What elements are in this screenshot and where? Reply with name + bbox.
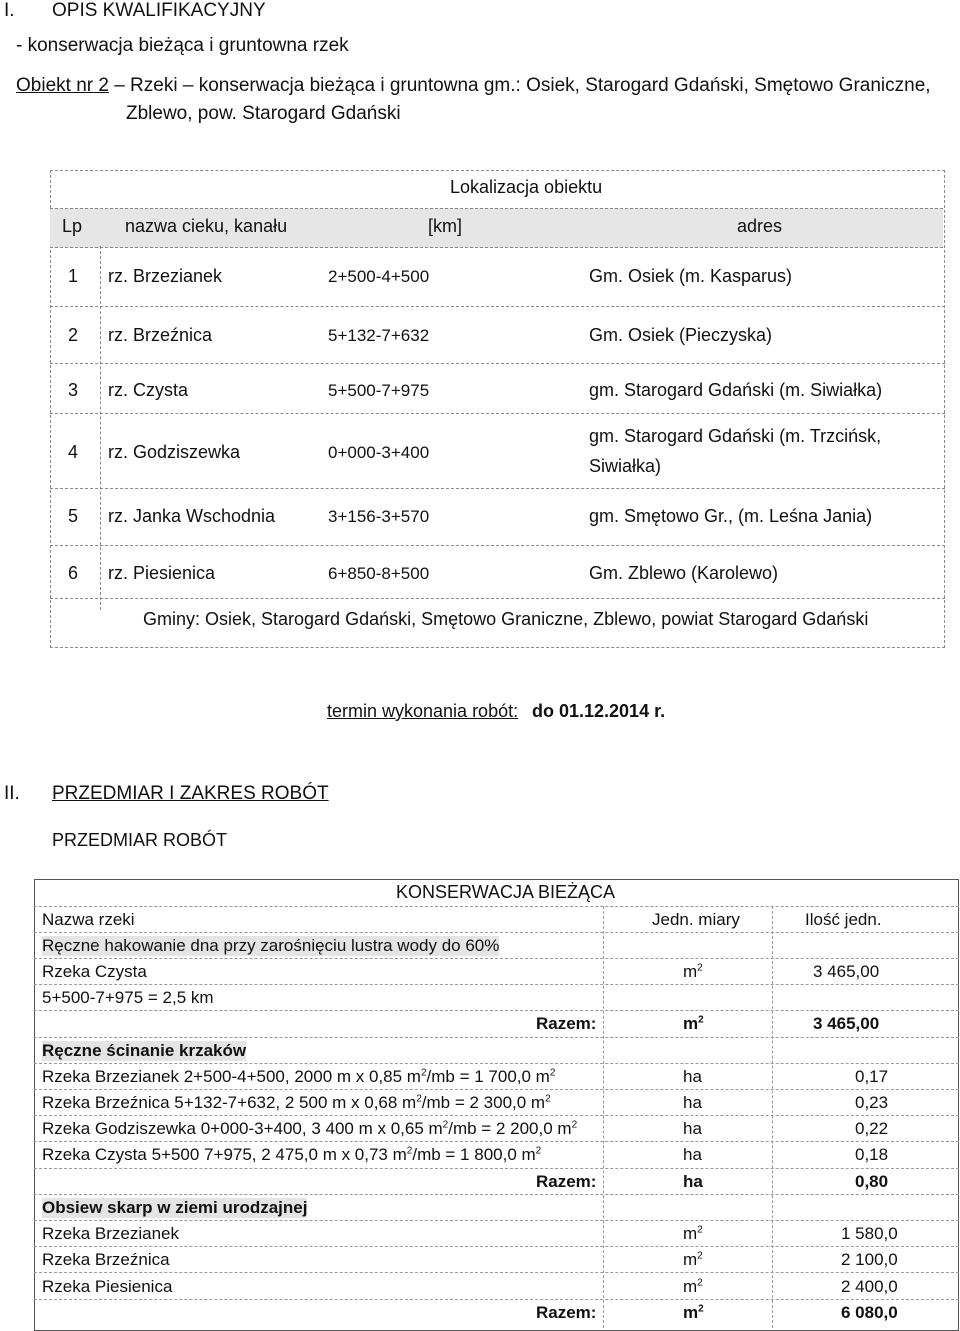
deadline-value: do 01.12.2014 r.	[532, 701, 666, 721]
razem-unit: ha	[683, 1172, 703, 1191]
item-unit: $m^2$	[683, 1224, 703, 1243]
header-km: [km]	[428, 216, 462, 236]
item-unit: $m^2$	[683, 1277, 703, 1296]
item-unit: ha	[683, 1067, 702, 1086]
obiekt-line	[16, 75, 931, 97]
item-value: 0,18	[855, 1145, 889, 1164]
row-km: 5+132-7+632	[328, 326, 430, 345]
row-km: 2+500-4+500	[328, 267, 430, 286]
item-name: Rzeka Brzeźnica 5+132-7+632, 2 500 m x 0,68 $m^2/mb = 2$ 300,0 $m^2$	[42, 1093, 551, 1112]
item-unit: ha	[683, 1119, 702, 1138]
row-divider	[50, 413, 945, 414]
item-value: 0,22	[855, 1119, 889, 1138]
group-title: Ręczne hakowanie dna przy zarośnięciu lustra wody do 60%	[42, 936, 500, 955]
row-km: 6+850-8+500	[328, 564, 430, 583]
lp-divider	[100, 246, 101, 610]
row-km: 3+156-3+570	[328, 507, 430, 526]
razem-label: Razem:	[536, 1303, 597, 1322]
item-unit: $m^2$	[683, 1250, 703, 1269]
item-unit: ha	[683, 1093, 702, 1112]
item-name: Rzeka Godziszewka 0+000-3+400, 3 400 m x 0,65 $m^2/mb = 2$ 200,0 $m^2$	[42, 1119, 578, 1138]
row-adres: gm. Smętowo Gr., (m. Leśna Jania)	[589, 506, 873, 526]
row-adres: Gm. Osiek (Pieczyska)	[589, 325, 773, 345]
section-subtitle: PRZEDMIAR ROBÓT	[52, 830, 228, 850]
row-line	[34, 1299, 959, 1300]
row-name: rz. Brzezianek	[108, 266, 223, 286]
row-km: 0+000-3+400	[328, 443, 430, 462]
row-line	[34, 958, 959, 959]
row-adres: gm. Starogard Gdański (m. Trzcińsk,	[589, 426, 882, 446]
group-title: Obsiew skarp w ziemi urodzajnej	[42, 1198, 308, 1217]
section-subtitle: - konserwacja bieżąca i gruntowna rzek	[16, 35, 349, 56]
item-name: Rzeka Czysta 5+500 7+975, 2 475,0 m x 0,73 $m^2/mb = 1$ 800,0 $m^2$	[42, 1145, 542, 1164]
header-adres: adres	[737, 216, 783, 236]
row-lp: 6	[68, 563, 79, 583]
row-line	[34, 1220, 959, 1221]
obiekt-line-2: Zblewo, pow. Starogard Gdański	[126, 103, 401, 124]
row-divider	[50, 598, 945, 599]
item-value: 1 580,0	[841, 1224, 898, 1243]
row-lp: 1	[68, 266, 79, 286]
row-line	[34, 1246, 959, 1247]
razem-value: 3 465,00	[813, 1014, 880, 1033]
obiekt-label: Obiekt nr 2	[16, 75, 109, 96]
header-qty: Ilość jedn.	[805, 910, 882, 929]
item-unit: ha	[683, 1145, 702, 1164]
row-lp: 3	[68, 380, 79, 400]
row-divider	[50, 545, 945, 546]
razem-label: Razem:	[536, 1172, 597, 1191]
section-title: OPIS KWALIFIKACYJNY	[52, 0, 266, 21]
razem-unit: $m^2$	[683, 1014, 704, 1033]
row-line	[34, 984, 959, 985]
location-group-header: Lokalizacja obiektu	[450, 177, 603, 197]
row-line	[34, 1037, 959, 1038]
row-line	[34, 1272, 959, 1273]
row-divider	[50, 488, 945, 489]
row-divider	[50, 306, 945, 307]
item-unit: $m^2$	[683, 962, 703, 981]
item-name: Rzeka Czysta	[42, 962, 147, 981]
row-line	[34, 906, 959, 907]
row-lp: 2	[68, 325, 79, 345]
section-title: PRZEDMIAR I ZAKRES ROBÓT	[52, 783, 329, 804]
row-name: rz. Brzeźnica	[108, 325, 213, 345]
item-value: 0,23	[855, 1093, 889, 1112]
razem-value: 0,80	[855, 1172, 889, 1191]
header-unit: Jedn. miary	[652, 910, 740, 929]
header-name: Nazwa rzeki	[42, 910, 135, 929]
item-value: 3 465,00	[813, 962, 880, 981]
row-km: 5+500-7+975	[328, 381, 430, 400]
row-line	[34, 1089, 959, 1090]
item-note: 5+500-7+975 = 2,5 km	[42, 988, 214, 1007]
table-title: KONSERWACJA BIEŻĄCA	[396, 882, 616, 902]
obiekt-text: – Rzeki – konserwacja bieżąca i gruntowna gm.: Osiek, Starogard Gdański, Smętowo Graniczne,	[108, 75, 931, 96]
row-line	[34, 1063, 959, 1064]
section-number: II.	[4, 783, 20, 804]
row-adres: gm. Starogard Gdański (m. Siwiałka)	[589, 380, 883, 400]
col-divider	[603, 906, 604, 1328]
row-name: rz. Piesienica	[108, 563, 216, 583]
row-adres: Gm. Osiek (m. Kasparus)	[589, 266, 793, 286]
row-divider	[50, 363, 945, 364]
item-value: 2 100,0	[841, 1250, 898, 1269]
item-name: Rzeka Piesienica	[42, 1277, 173, 1296]
row-line	[34, 932, 959, 933]
item-name: Rzeka Brzeźnica	[42, 1250, 170, 1269]
location-footer: Gminy: Osiek, Starogard Gdański, Smętowo Graniczne, Zblewo, powiat Starogard Gdański	[143, 609, 869, 629]
item-name: Rzeka Brzezianek 2+500-4+500, 2000 m x 0,85 $m^2/mb = 1$ 700,0 $m^2$	[42, 1067, 556, 1086]
header-lp: Lp	[62, 216, 83, 236]
row-adres: Gm. Zblewo (Karolewo)	[589, 563, 779, 583]
razem-value: 6 080,0	[841, 1303, 898, 1322]
deadline-label: termin wykonania robót:	[327, 701, 519, 721]
item-name: Rzeka Brzezianek	[42, 1224, 180, 1243]
row-line	[34, 1010, 959, 1011]
section-number: I.	[4, 0, 15, 21]
razem-label: Razem:	[536, 1014, 597, 1033]
row-line	[34, 1141, 959, 1142]
row-line	[34, 1194, 959, 1195]
row-name: rz. Czysta	[108, 380, 189, 400]
group-title: Ręczne ścinanie krzaków	[42, 1041, 247, 1060]
row-name: rz. Janka Wschodnia	[108, 506, 276, 526]
row-name: rz. Godziszewka	[108, 442, 241, 462]
razem-unit: $m^2$	[683, 1303, 704, 1322]
row-lp: 5	[68, 506, 79, 526]
row-line	[34, 1168, 959, 1169]
col-divider	[772, 906, 773, 1328]
header-name: nazwa cieku, kanału	[125, 216, 288, 236]
row-line	[34, 1115, 959, 1116]
item-value: 0,17	[855, 1067, 889, 1086]
row-adres-cont: Siwiałka)	[589, 456, 662, 476]
item-value: 2 400,0	[841, 1277, 898, 1296]
row-lp: 4	[68, 442, 79, 462]
